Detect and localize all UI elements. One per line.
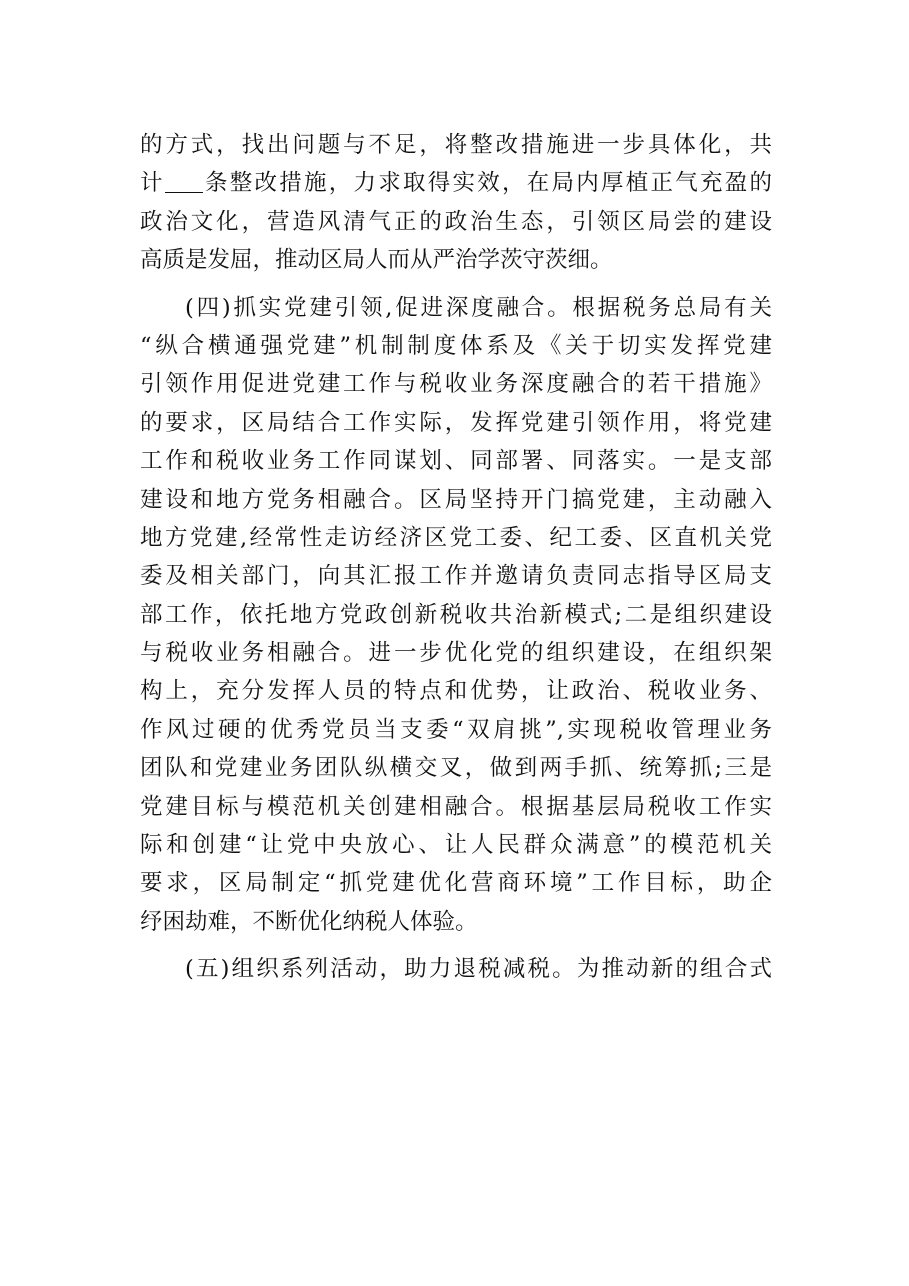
text-segment: 计 (140, 170, 165, 197)
body-text (140, 126, 772, 989)
text-line: 作风过硬的优秀党员当支委“双肩挑”,实现税收管理业务 (140, 716, 772, 743)
text-line: 党建目标与模范机关创建相融合。根据基层局税收工作实 (140, 793, 772, 820)
text-line: 工作和税收业务工作同谋划、同部署、同落实。一是支部 (140, 448, 772, 475)
text-line: 政治文化，营造风清气正的政治生态，引领区局尝的建设 (140, 208, 772, 235)
text-line: 团队和党建业务团队纵横交叉，做到两手抓、统筹抓;三是 (140, 755, 772, 782)
text-line: 部工作，依托地方党政创新税收共治新模式;二是组织建设 (140, 601, 772, 628)
text-line: 的要求，区局结合工作实际，发挥党建引领作用，将党建 (140, 409, 772, 436)
text-line: (五)组织系列活动，助力退税减税。为推动新的组合式 (185, 956, 772, 983)
text-line: 与税收业务相融合。进一步优化党的组织建设，在组织架 (140, 640, 772, 667)
text-segment: 条整改措施，力求取得实效，在局内厚植正气充盈的 (202, 170, 772, 197)
text-line: 引领作用促进党建工作与税收业务深度融合的若干措施》 (140, 371, 772, 398)
text-line: (四)抓实党建引领,促进深度融合。根据税务总局有关 (185, 294, 772, 321)
text-line (140, 164, 772, 202)
fill-in-blank (165, 170, 203, 193)
text-line: 要求，区局制定“抓党建优化营商环境”工作目标，助企 (140, 870, 772, 897)
text-line: 建设和地方党务相融合。区局坚持开门搞党建，主动融入 (140, 486, 772, 513)
text-line: 的方式，找出问题与不足，将整改措施进一步具体化，共 (140, 132, 772, 158)
text-line: 际和创建“让党中央放心、让人民群众满意”的模范机关 (140, 832, 772, 859)
text-line: 地方党建,经常性走访经济区党工委、纪工委、区直机关党 (140, 524, 772, 551)
text-line: 纾困劫难，不断优化纳税人体验。 (140, 908, 478, 935)
paragraph-3 (140, 950, 772, 988)
text-line: 构上，充分发挥人员的特点和优势，让政治、税收业务、 (140, 678, 772, 705)
text-line: “纵合横通强党建”机制制度体系及《关于切实发挥党建 (140, 332, 772, 359)
text-line: 委及相关部门，向其汇报工作并邀请负责同志指导区局支 (140, 563, 772, 590)
paragraph-2 (140, 289, 772, 942)
text-line: 高质是发屈，推动区局人而从严治学茨守茨细。 (140, 247, 613, 274)
paragraph-1 (140, 126, 772, 280)
